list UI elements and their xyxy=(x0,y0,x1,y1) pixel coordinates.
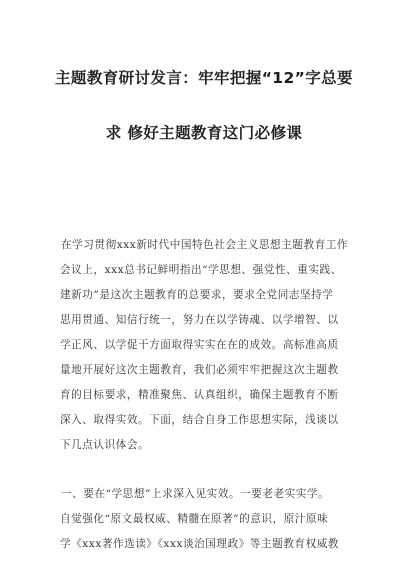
paragraph-2-line-2: 自觉强化“原文最权威、精髓在原著”的意识，原汁原味 xyxy=(60,513,329,525)
paragraph-1-line-8: 深入、取得实效。下面，结合自身工作思想实际，浅谈以 xyxy=(60,414,339,426)
document-title-line-1: 主题教育研讨发言：牢牢把握“12”字总要 xyxy=(55,69,353,87)
paragraph-1-line-5: 学正风、以学促干方面取得实实在在的成效。高标准高质 xyxy=(60,339,339,351)
paragraph-1-line-4: 思用贯通、知信行统一，努力在以学铸魂、以学增智、以 xyxy=(60,314,339,326)
paragraph-1-line-2: 会议上，xxx总书记鲜明指出“学思想、强党性、重实践、 xyxy=(60,264,342,276)
paragraph-2-line-3: 学《xxx著作选读》《xxx谈治国理政》等主题教育权威教 xyxy=(60,538,340,550)
document-title-line-2: 求 修好主题教育这门必修课 xyxy=(105,124,303,142)
paragraph-1-line-1: 在学习贯彻xxx新时代中国特色社会主义思想主题教育工作 xyxy=(61,239,349,251)
paragraph-1-line-3: 建新功”是这次主题教育的总要求，要求全党同志坚持学 xyxy=(60,289,334,301)
paragraph-2-line-1: 一、要在“学思想”上求深入见实效。一要老老实实学。 xyxy=(61,488,330,500)
paragraph-1-line-9: 下几点认识体会。 xyxy=(60,439,150,451)
paragraph-1-line-6: 量地开展好这次主题教育，我们必须牢牢把握这次主题教 xyxy=(60,364,339,376)
paragraph-1-line-7: 育的目标要求，精准聚焦、认真组织，确保主题教育不断 xyxy=(60,389,339,401)
